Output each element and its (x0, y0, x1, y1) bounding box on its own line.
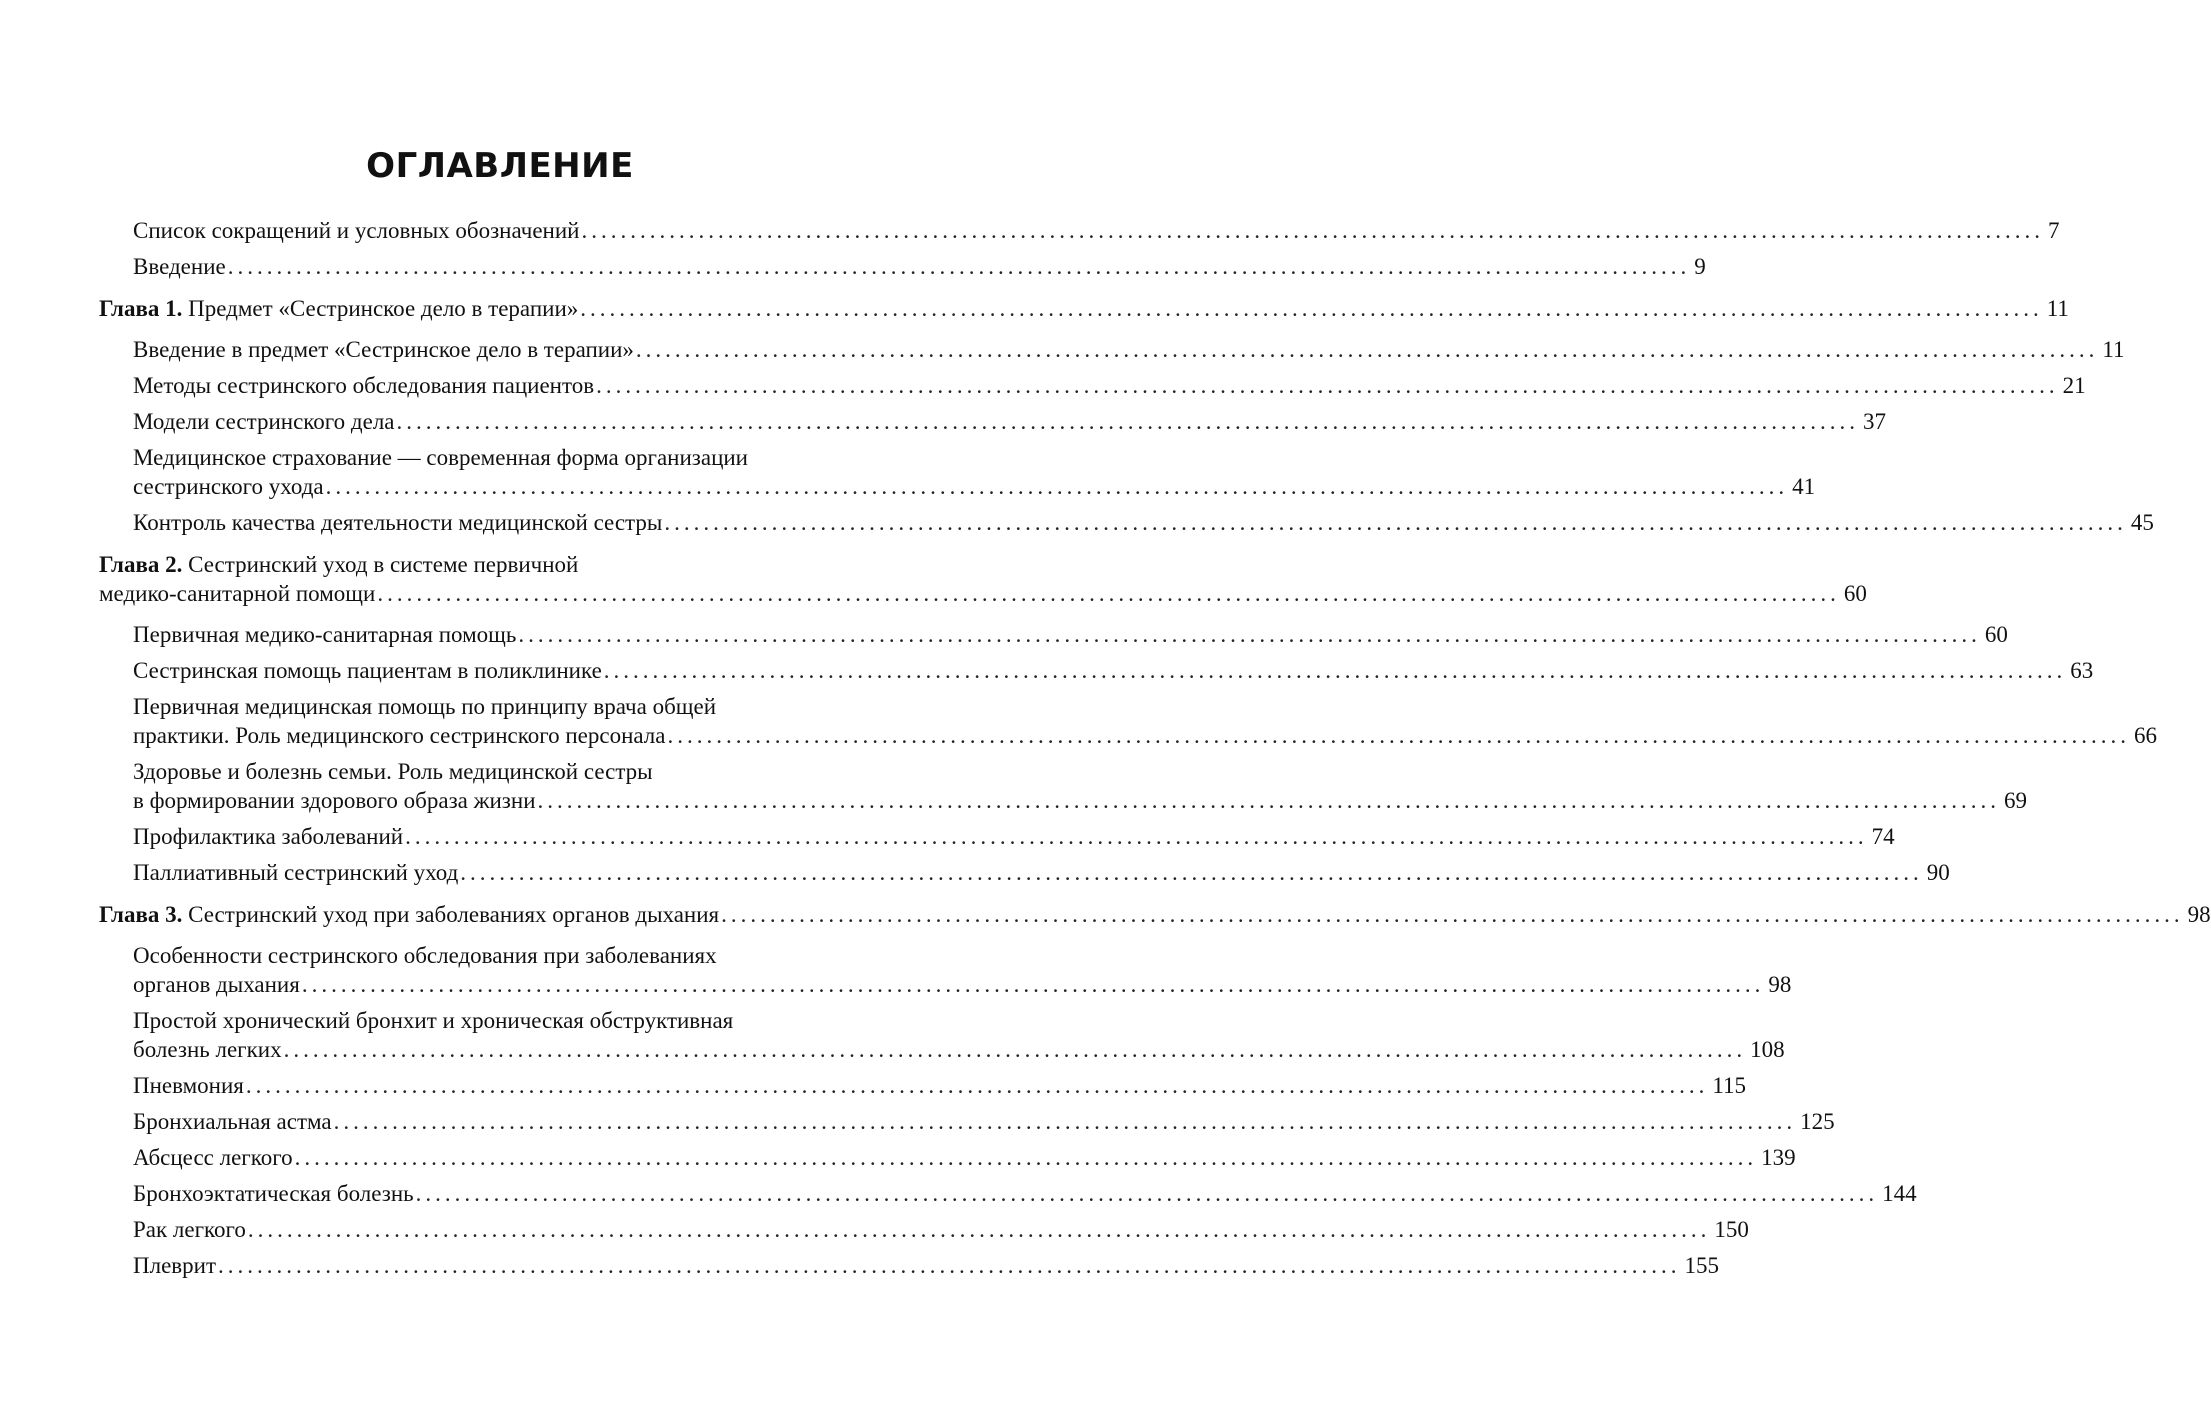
toc-section-entry[interactable] (0, 407, 1887, 436)
page-number: 108 (1750, 1037, 1785, 1062)
toc-entry-line (133, 970, 1792, 999)
dot-leader: ...................................................................................................................................................... (460, 860, 1923, 885)
entry-title: органов дыхания (133, 972, 300, 997)
toc-entry-text (99, 552, 578, 577)
toc-entry-line (133, 692, 889, 721)
toc-chapter-entry[interactable] (0, 900, 2211, 929)
toc-section-entry[interactable] (0, 1071, 1747, 1100)
entry-title: Бронхиальная астма (133, 1109, 332, 1134)
entry-title: в формировании здорового образа жизни (133, 788, 536, 813)
toc-section-entry[interactable] (0, 656, 2094, 685)
toc-entry-text (133, 822, 403, 851)
entry-title: Первичная медико-санитарная помощь (133, 622, 517, 647)
dot-leader: ...................................................................................................................................................... (247, 1217, 1711, 1242)
toc-entry-text (133, 1071, 244, 1100)
toc-entry-text (133, 445, 748, 470)
toc-entry-text (133, 1008, 733, 1033)
page-title: ОГЛАВЛЕНИЕ (366, 146, 634, 186)
toc-entry-line (133, 656, 2094, 685)
toc-entry-line (99, 550, 889, 579)
entry-title: Простой хронический бронхит и хроническая обструктивная (133, 1008, 734, 1033)
toc-section-entry[interactable] (0, 757, 2028, 815)
dot-leader: ...................................................................................................................................................... (580, 296, 2043, 321)
toc-entry-text (99, 579, 375, 608)
toc-entry-text (133, 335, 634, 364)
toc-entry-text (133, 407, 395, 436)
toc-entry-line (133, 1006, 889, 1035)
toc-entry-line (133, 252, 1706, 281)
toc-entry-text (133, 694, 716, 719)
toc-section-entry[interactable] (0, 1251, 1720, 1280)
toc-entry-text (133, 759, 653, 784)
toc-entry-line (99, 294, 2069, 323)
toc-entry-text (99, 900, 719, 929)
toc-entry-text (133, 1035, 282, 1064)
entry-title: Сестринский уход при заболеваниях органов дыхания (188, 902, 720, 927)
page-number: 115 (1712, 1073, 1747, 1098)
toc-entry-line (133, 721, 2157, 750)
dot-leader: ...................................................................................................................................................... (245, 1073, 1709, 1098)
page-number: 41 (1792, 474, 1816, 499)
dot-leader: ...................................................................................................................................................... (396, 409, 1860, 434)
toc-section-entry[interactable] (0, 620, 2008, 649)
entry-title: практики. Роль медицинского сестринского персонала (133, 723, 666, 748)
dot-leader: ...................................................................................................................................................... (377, 581, 1840, 606)
dot-leader: ...................................................................................................................................................... (405, 824, 1868, 849)
entry-title: Медицинское страхование — современная форма организации (133, 445, 748, 470)
page-number: 98 (2187, 902, 2211, 927)
toc-entry-line (133, 1035, 1785, 1064)
page-number: 11 (2102, 337, 2125, 362)
toc-entry-text (133, 620, 516, 649)
toc-section-entry[interactable] (0, 822, 1895, 851)
toc-entry-text (133, 1143, 293, 1172)
dot-leader: ...................................................................................................................................................... (664, 510, 2127, 535)
toc-chapter-entry[interactable] (0, 294, 2069, 323)
page-number: 11 (2046, 296, 2069, 321)
page-number: 7 (2047, 218, 2060, 243)
entry-title: Введение в предмет «Сестринское дело в терапии» (133, 337, 634, 362)
dot-leader: ...................................................................................................................................................... (218, 1253, 1681, 1278)
dot-leader: ...................................................................................................................................................... (721, 902, 2184, 927)
dot-leader: ...................................................................................................................................................... (581, 218, 2044, 243)
dot-leader: ...................................................................................................................................................... (283, 1037, 1747, 1062)
entry-title: Сестринская помощь пациентам в поликлинике (133, 658, 602, 683)
toc-entry-text (133, 371, 594, 400)
toc-entry-text (133, 858, 458, 887)
entry-title: Список сокращений и условных обозначений (133, 218, 580, 243)
dot-leader: ...................................................................................................................................................... (227, 254, 1691, 279)
page-number: 144 (1882, 1181, 1917, 1206)
toc-entry-line (133, 1179, 1917, 1208)
entry-title: Контроль качества деятельности медицинской сестры (133, 510, 663, 535)
toc-entry-line (133, 757, 889, 786)
entry-title: Пневмония (133, 1073, 244, 1098)
toc-entry-line (133, 822, 1895, 851)
entry-title: Плеврит (133, 1253, 217, 1278)
toc-entry-text (133, 721, 665, 750)
dot-leader: ...................................................................................................................................................... (301, 972, 1765, 997)
entry-title: болезнь легких (133, 1037, 282, 1062)
toc-entry-text (133, 252, 226, 281)
dot-leader: ...................................................................................................................................................... (333, 1109, 1797, 1134)
toc-section-entry[interactable] (0, 941, 1792, 999)
entry-title: Бронхоэктатическая болезнь (133, 1181, 414, 1206)
dot-leader: ...................................................................................................................................................... (415, 1181, 1879, 1206)
toc-entry-text (133, 1215, 246, 1244)
toc-entry-text (133, 970, 300, 999)
toc-entry-line (99, 579, 1867, 608)
page-number: 155 (1684, 1253, 1720, 1278)
entry-title: Введение (133, 254, 226, 279)
entry-title: Рак легкого (133, 1217, 246, 1242)
toc-section-entry[interactable] (0, 216, 2060, 245)
dot-leader: ...................................................................................................................................................... (667, 723, 2130, 748)
toc-entry-line (133, 216, 2060, 245)
toc-entry-line (133, 443, 889, 472)
toc-entry-text (133, 786, 536, 815)
toc-section-entry[interactable] (0, 371, 2086, 400)
dot-leader: ...................................................................................................................................................... (596, 373, 2059, 398)
toc-section-entry[interactable] (0, 508, 2154, 537)
dot-leader: ...................................................................................................................................................... (325, 474, 1789, 499)
dot-leader: ...................................................................................................................................................... (603, 658, 2067, 683)
toc-entry-line (133, 472, 1816, 501)
page-number: 60 (1984, 622, 2008, 647)
toc-section-entry[interactable] (0, 692, 2157, 750)
toc-entry-line (133, 1143, 1796, 1172)
toc-entry-line (133, 407, 1887, 436)
page-number: 74 (1871, 824, 1895, 849)
toc-entry-text (133, 472, 324, 501)
entry-title: Здоровье и болезнь семьи. Роль медицинской сестры (133, 759, 653, 784)
page-number: 21 (2062, 373, 2086, 398)
dot-leader: ...................................................................................................................................................... (294, 1145, 1758, 1170)
toc-entry-line (133, 1071, 1747, 1100)
page-number: 60 (1843, 581, 1867, 606)
toc-entry-text (133, 1251, 216, 1280)
entry-title: Абсцесс легкого (133, 1145, 293, 1170)
entry-title: Профилактика заболеваний (133, 824, 404, 849)
page-number: 90 (1926, 860, 1950, 885)
toc-entry-line (133, 1107, 1835, 1136)
toc-section-entry[interactable] (0, 1107, 1835, 1136)
toc-entry-line (133, 335, 2125, 364)
toc-entry-text (99, 294, 578, 323)
chapter-label: Глава 3. (99, 902, 183, 927)
page-number: 9 (1694, 254, 1706, 279)
toc-entry-line (133, 1215, 1749, 1244)
entry-title: сестринского ухода (133, 474, 324, 499)
page-number: 45 (2130, 510, 2154, 535)
chapter-label: Глава 1. (99, 296, 183, 321)
chapter-label: Глава 2. (99, 552, 183, 577)
toc-entry-line (133, 620, 2008, 649)
page-number: 150 (1714, 1217, 1749, 1242)
entry-title: медико-санитарной помощи (99, 581, 376, 606)
dot-leader: ...................................................................................................................................................... (635, 337, 2099, 362)
toc-section-entry[interactable] (0, 1143, 1796, 1172)
toc-entry-text (133, 1107, 332, 1136)
toc-entry-text (133, 656, 602, 685)
page-number: 125 (1800, 1109, 1835, 1134)
page-number: 139 (1761, 1145, 1796, 1170)
entry-title: Методы сестринского обследования пациентов (133, 373, 595, 398)
entry-title: Сестринский уход в системе первичной (188, 552, 579, 577)
toc-section-entry[interactable] (0, 443, 1816, 501)
toc-entry-line (99, 900, 2211, 929)
toc-section-entry[interactable] (0, 1215, 1749, 1244)
entry-title: Модели сестринского дела (133, 409, 395, 434)
dot-leader: ...................................................................................................................................................... (518, 622, 1981, 647)
toc-chapter-entry[interactable] (0, 550, 1867, 608)
toc-entry-line (133, 508, 2154, 537)
page-number: 63 (2070, 658, 2094, 683)
page-number: 37 (1863, 409, 1887, 434)
toc-entry-line (133, 941, 889, 970)
toc-entry-text (133, 216, 579, 245)
toc-section-entry[interactable] (0, 858, 1950, 887)
entry-title: Предмет «Сестринское дело в терапии» (188, 296, 579, 321)
toc-section-entry[interactable] (0, 1006, 1785, 1064)
toc-entry-line (133, 371, 2086, 400)
toc-section-entry[interactable] (0, 252, 1706, 281)
entry-title: Паллиативный сестринский уход (133, 860, 459, 885)
toc-entry-text (133, 943, 717, 968)
toc-entry-text (133, 508, 662, 537)
table-of-contents (0, 216, 2211, 1280)
page-number: 66 (2133, 723, 2157, 748)
entry-title: Первичная медицинская помощь по принципу врача общей (133, 694, 717, 719)
toc-entry-line (133, 786, 2028, 815)
toc-section-entry[interactable] (0, 335, 2125, 364)
toc-entry-text (133, 1179, 414, 1208)
page-number: 98 (1768, 972, 1792, 997)
entry-title: Особенности сестринского обследования при заболеваниях (133, 943, 717, 968)
toc-entry-line (133, 1251, 1720, 1280)
toc-section-entry[interactable] (0, 1179, 1917, 1208)
dot-leader: ...................................................................................................................................................... (537, 788, 2001, 813)
page-number: 69 (2004, 788, 2028, 813)
toc-entry-line (133, 858, 1950, 887)
